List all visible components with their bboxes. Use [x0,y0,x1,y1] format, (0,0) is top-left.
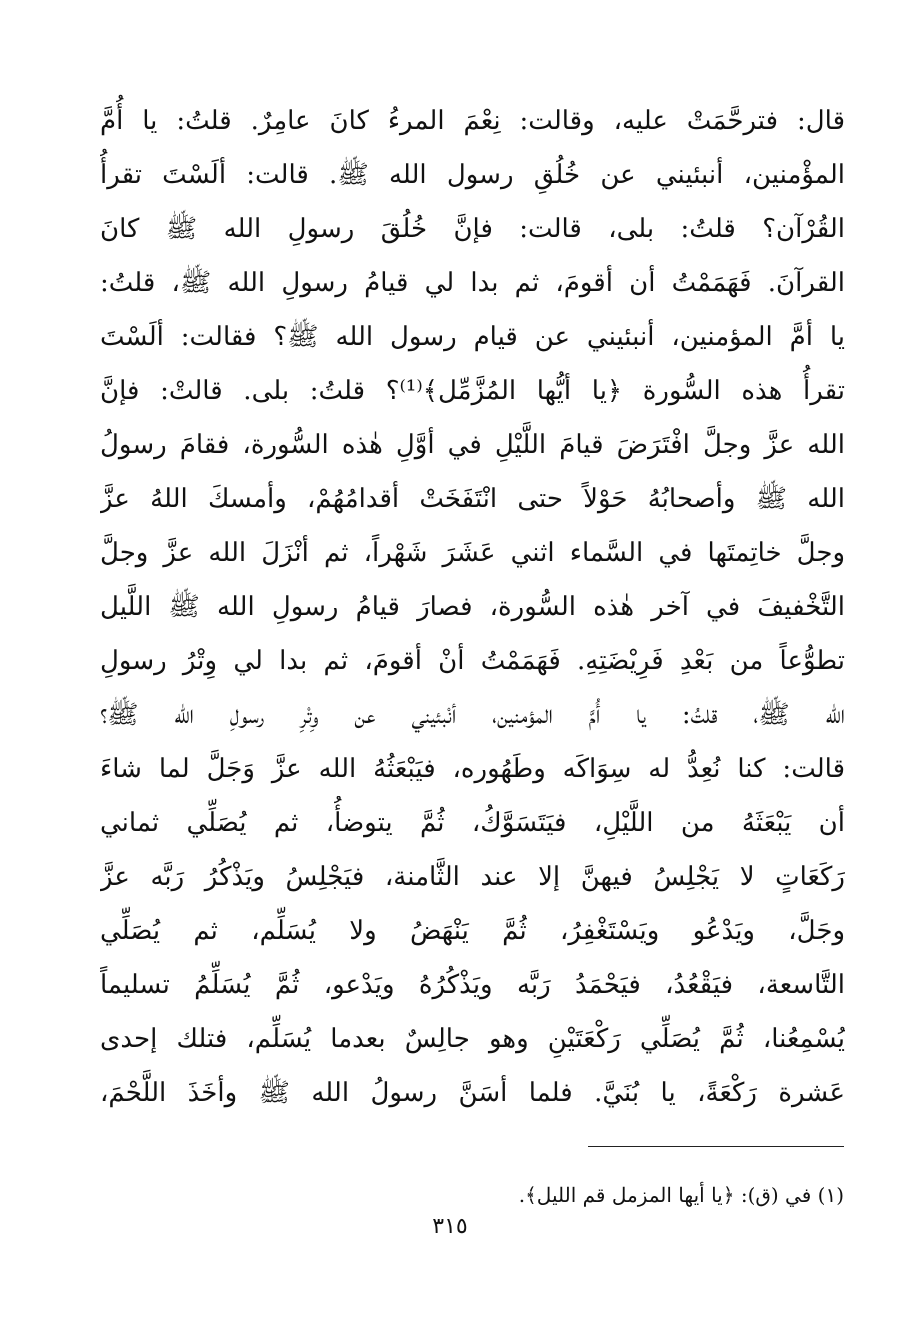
page-number: ٣١٥ [432,1214,468,1239]
text-line: يُسْمِعُنا، ثُمَّ يُصَلِّي رَكْعَتَيْنِ وهو جالِسٌ بعدما يُسَلِّم، فتلك إحدى [100,1024,845,1054]
text-line: القرآنَ. فَهَمَمْتُ أن أقومَ، ثم بدا لي قيامُ رسولِ الله ﷺ، قلتُ: [100,268,845,298]
text-line: القُرْآن؟ قلتُ: بلى، قالت: فإنَّ خُلُقَ رسولِ الله ﷺ كانَ [100,214,845,244]
text-line: الله ﷺ وأصحابُهُ حَوْلاً حتى انْتَفَخَتْ أقدامُهُمْ، وأمسكَ اللهُ عزَّ [100,484,845,514]
text-line: وجلَّ خاتِمتَها في السَّماء اثني عَشَرَ شَهْراً، ثم أنْزَلَ الله عزَّ وجلَّ [100,538,845,568]
text-line: المؤْمنين، أنبئيني عن خُلُقِ رسول الله ﷺ. قالت: ألَسْتَ تقرأُ [100,160,845,190]
text-line: التَّاسعة، فيَقْعُدُ، فيَحْمَدُ رَبَّه ويَذْكُرُهُ ويَدْعو، ثُمَّ يُسَلِّمُ تسليماً [100,970,845,1000]
text-line: تقرأُ هذه السُّورة ﴿يا أيُّها المُزَّمِّل﴾⁽¹⁾؟ قلتُ: بلى. قالتْ: فإنَّ [100,376,845,406]
text-line: التَّخْفيفَ في آخر هٰذه السُّورة، فصارَ قيامُ رسولِ الله ﷺ اللَّيل [100,592,845,622]
text-line: قالت: كنا نُعِدُّ له سِوَاكَه وطَهُوره، فيَبْعَثُهُ الله عزَّ وَجَلَّ لما شاءَ [100,754,845,784]
text-line: وجَلَّ، ويَدْعُو ويَسْتَغْفِرُ، ثُمَّ يَنْهَضُ ولا يُسَلِّم، ثم يُصَلِّي [100,916,845,946]
text-line: قال: فترحَّمَتْ عليه، وقالت: نِعْمَ المرءُ كانَ عامِرٌ. قلتُ: يا أُمَّ [100,106,845,136]
text-line: تطوُّعاً من بَعْدِ فَرِيْضَتِهِ. فَهَمَمْتُ أنْ أقومَ، ثم بدا لي وِتْرُ رسولِ [100,646,845,676]
text-line: عَشرة رَكْعَةً، يا بُنَيَّ. فلما أسَنَّ رسولُ الله ﷺ وأخَذَ اللَّحْمَ، [100,1078,845,1108]
text-line: الله ﷺ، قلتُ: يا أُمَّ المؤمنين، أنْبئيني عن وِتْرِ رسولِ الله ﷺ؟ [100,700,845,730]
text-line: يا أمَّ المؤمنين، أنبئيني عن قيام رسول الله ﷺ؟ فقالت: ألَسْتَ [100,322,845,352]
footnote: (١) في (ق): ﴿يا أيها المزمل قم الليل﴾. [518,1183,844,1207]
text-line: الله عزَّ وجلَّ افْتَرَضَ قيامَ اللَّيْلِ في أوَّلِ هٰذه السُّورة، فقامَ رسولُ [100,430,845,460]
footnote-separator [588,1146,844,1147]
text-line: رَكَعَاتٍ لا يَجْلِسُ فيهنَّ إلا عند الثَّامنة، فيَجْلِسُ ويَذْكُرُ رَبَّه عزَّ [100,862,845,892]
main-text-block [100,94,845,1120]
text-line: أن يَبْعَثَهُ من اللَّيْلِ، فيَتَسَوَّكُ، ثُمَّ يتوضأُ، ثم يُصَلِّي ثماني [100,808,845,838]
